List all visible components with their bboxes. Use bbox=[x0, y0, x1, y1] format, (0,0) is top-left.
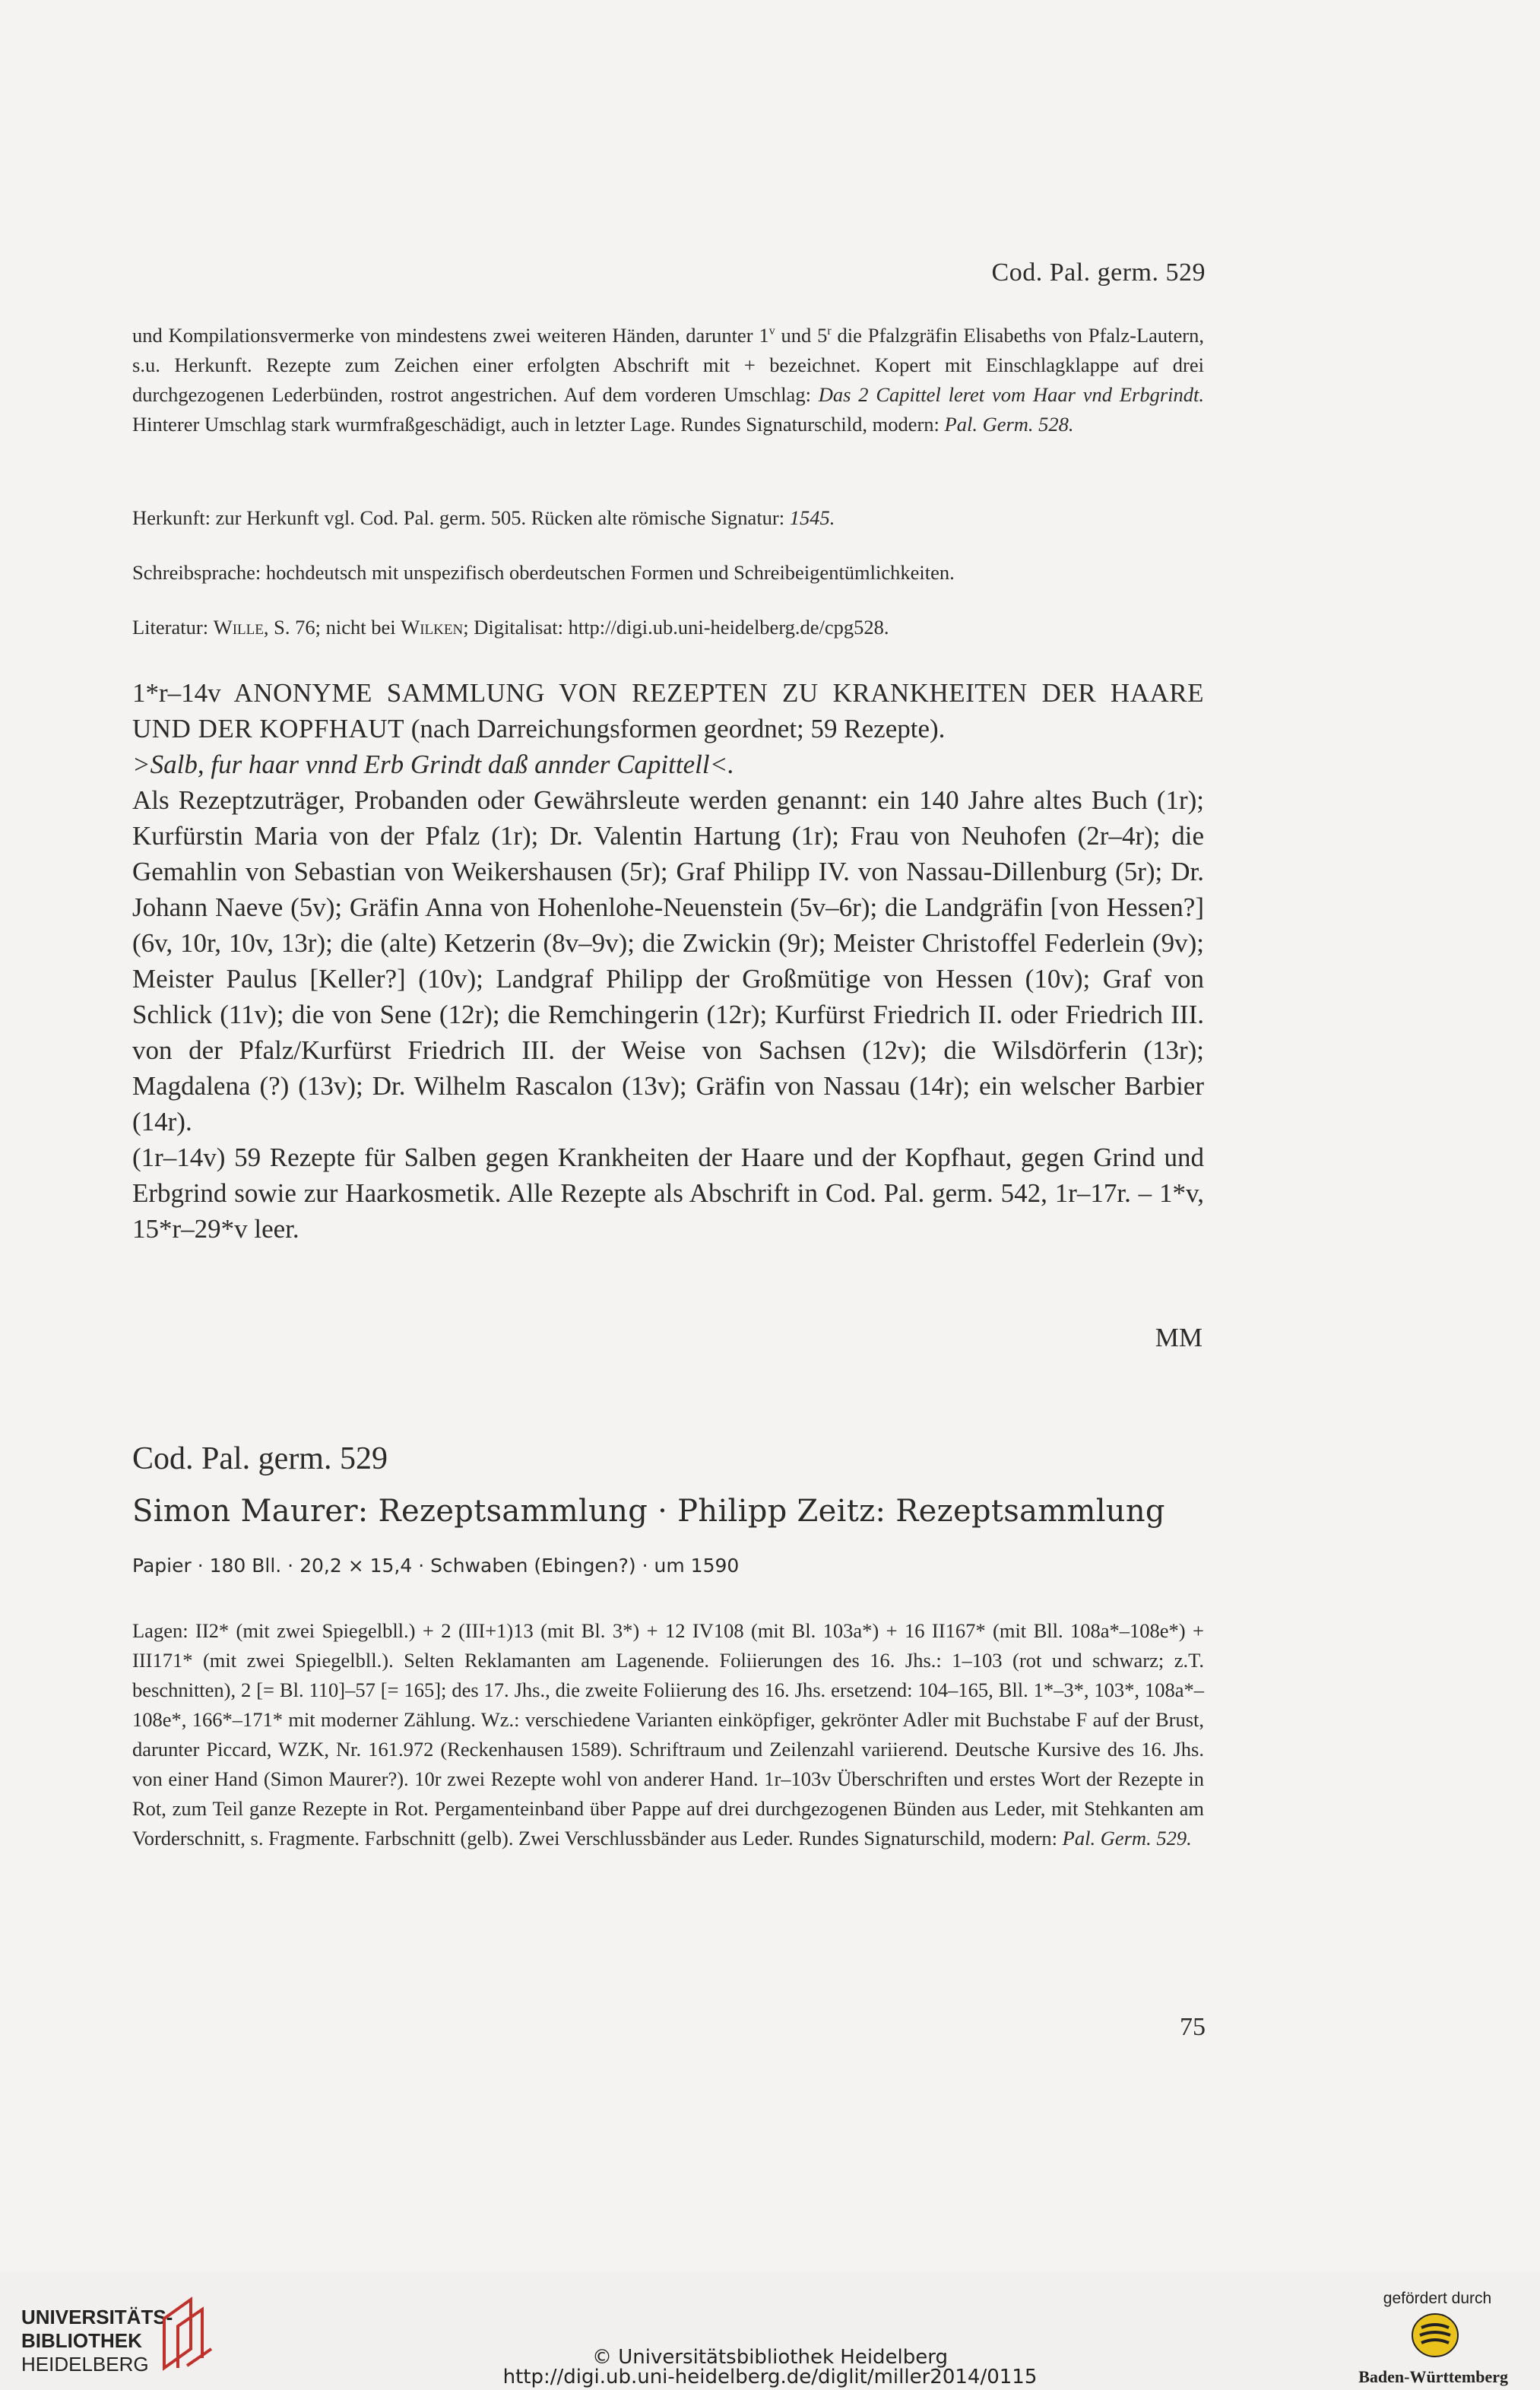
binding-text: und Kompilationsvermerke von mindestens zwei weiteren Händen, darunter 1 bbox=[132, 324, 769, 347]
binding-description bbox=[132, 321, 1204, 439]
provenance bbox=[132, 503, 1204, 533]
provenance-text: Herkunft: zur Herkunft vgl. Cod. Pal. germ. 505. Rücken alte römische Signatur: bbox=[132, 506, 790, 529]
author-wille: Wille bbox=[213, 616, 264, 639]
incipit: >Salb, fur haar vnnd Erb Grindt daß annder Capittell<. bbox=[132, 750, 734, 779]
scribal-language bbox=[132, 558, 1204, 588]
signature-label: Pal. Germ. 529. bbox=[1062, 1827, 1192, 1850]
literature-text: , S. 76; nicht bei bbox=[263, 616, 401, 639]
library-name-line: BIBLIOTHEK bbox=[21, 2329, 142, 2352]
summary: (1r–14v) 59 Rezepte für Salben gegen Krankheiten der Haare und der Kopfhaut, gegen Grind und Erbgrind sowie zur Haarkosmetik. Alle Rezepte als Abschrift in Cod. Pal. germ. 542, 1r–17r. – 1*v, 15*r–29*v leer. bbox=[132, 1143, 1204, 1244]
content-entry bbox=[132, 675, 1204, 1247]
permalink[interactable]: http://digi.ub.uni-heidelberg.de/diglit/miller2014/0115 bbox=[502, 2366, 1038, 2388]
literature bbox=[132, 613, 1204, 642]
folio-sup: v bbox=[768, 325, 775, 338]
binding-text: die Pfalzgräfin Elisabeths von Pfalz-Lautern, s.u. Herkunft. Rezepte zum Zeichen einer erfolgten Abschrift mit + bezeichnet. Kopert mit Einschlagklappe auf drei durchgezogenen Lederbünden, rostrot angestrichen. Auf dem vorderen Umschlag: bbox=[132, 324, 1205, 406]
running-head: Cod. Pal. germ. 529 bbox=[991, 258, 1206, 287]
codicology bbox=[132, 1616, 1204, 1853]
digitalisat-link[interactable]: ; Digitalisat: http://digi.ub.uni-heidelberg.de/cpg528. bbox=[463, 616, 889, 639]
author-wilken: Wilken bbox=[401, 616, 464, 639]
library-name-line: UNIVERSITÄTS- bbox=[21, 2306, 173, 2328]
funder-name: Baden-Württemberg bbox=[1358, 2367, 1508, 2386]
literature-label: Literatur: bbox=[132, 616, 214, 639]
library-name-line: HEIDELBERG bbox=[21, 2353, 149, 2376]
old-signature: 1545. bbox=[789, 506, 835, 529]
author-initials: MM bbox=[1155, 1323, 1203, 1352]
page-number: 75 bbox=[1180, 2013, 1206, 2041]
record-specs: Papier · 180 Bll. · 20,2 × 15,4 · Schwaben (Ebingen?) · um 1590 bbox=[132, 1555, 740, 1577]
binding-text: Hinterer Umschlag stark wurmfraßgeschädigt, auch in letzter Lage. Rundes Signaturschild, modern: bbox=[132, 413, 945, 436]
coat-of-arms-icon bbox=[1411, 2311, 1459, 2363]
binding-text: und 5 bbox=[775, 324, 828, 347]
folio-range: 1*r–14v bbox=[132, 678, 221, 708]
entry-heading: ANONYME SAMMLUNG VON REZEPTEN ZU KRANKHEITEN DER HAARE UND DER KOPFHAUT bbox=[132, 678, 1204, 743]
codicology-text: Lagen: II2* (mit zwei Spiegelbll.) + 2 (III+1)13 (mit Bl. 3*) + 12 IV108 (mit Bl. 103a*) + 16 II167* (mit Bll. 108a*–108e*) + III171* (mit zwei Spiegelbll.). Selten Reklamanten am Lagenende. Foliierungen des 16. Jhs.: 1–103 (rot und schwarz; z.T. beschnitten), 2 [= Bl. 110]–57 [= 165]; des 17. Jhs., die zweite Foliierung des 16. Jhs. ersetzend: 104–165, Bll. 1*–3*, 103*, 108a*–108e*, 166*–171* mit moderner Zählung. Wz.: verschiedene Varianten einköpfiger, gekrönter Adler mit Buchstabe F auf der Brust, darunter Piccard, WZK, Nr. 161.972 (Reckenhausen 1589). Schriftraum und Zeilenzahl variierend. Deutsche Kursive des 16. Jhs. von einer Hand (Simon Maurer?). 10r zwei Rezepte wohl von anderer Hand. 1r–103v Überschriften und erstes Wort der Rezepte in Rot, zum Teil ganze Rezepte in Rot. Pergamenteinband über Pappe auf drei durchgezogenen Bünden aus Leder, mit Stehkanten am Vorderschnitt, s. Fragmente. Farbschnitt (gelb). Zwei Verschlussbänder aus Leder. Rundes Signaturschild, modern: bbox=[132, 1619, 1204, 1850]
cover-inscription: Das 2 Capittel leret vom Haar vnd Erbgrindt. bbox=[818, 383, 1204, 406]
folio-sup: r bbox=[827, 325, 832, 338]
entry-heading-tail: (nach Darreichungsformen geordnet; 59 Rezepte). bbox=[404, 714, 946, 743]
funded-by-label: gefördert durch bbox=[1383, 2290, 1492, 2307]
copyright-notice: © Universitätsbibliothek Heidelberg bbox=[591, 2346, 948, 2369]
scribal-language-text: Schreibsprache: hochdeutsch mit unspezifisch oberdeutschen Formen und Schreibeigentümlichkeiten. bbox=[132, 561, 955, 584]
signature-label: Pal. Germ. 528. bbox=[944, 413, 1074, 436]
persons-list: Als Rezeptzuträger, Probanden oder Gewährsleute werden genannt: ein 140 Jahre altes Buch (1r); Kurfürstin Maria von der Pfalz (1r); Dr. Valentin Hartung (1r); Frau von Neuhofen (2r–4r); die Gemahlin von Sebastian von Weikershausen (5r); Graf Philipp IV. von Nassau-Dillenburg (5r); Dr. Johann Naeve (5v); Gräfin Anna von Hohenlohe-Neuenstein (5v–6r); die Landgräfin [von Hessen?] (6v, 10r, 10v, 13r); die (alte) Ketzerin (8v–9v); die Zwickin (9r); Meister Christoffel Federlein (9v); Meister Paulus [Keller?] (10v); Landgraf Philipp der Großmütige von Hessen (10v); Graf von Schlick (11v); die von Sene (12r); die Remchingerin (12r); Kurfürst Friedrich II. oder Friedrich III. von der Pfalz/Kurfürst Friedrich III. der Weise von Sachsen (12v); die Wilsdörferin (13r); Magdalena (?) (13v); Dr. Wilhelm Rascalon (13v); Gräfin von Nassau (14r); ein welscher Barbier (14r). bbox=[132, 785, 1204, 1136]
record-shelfmark: Cod. Pal. germ. 529 bbox=[132, 1441, 388, 1476]
record-title: Simon Maurer: Rezeptsammlung · Philipp Zeitz: Rezeptsammlung bbox=[132, 1494, 1165, 1529]
